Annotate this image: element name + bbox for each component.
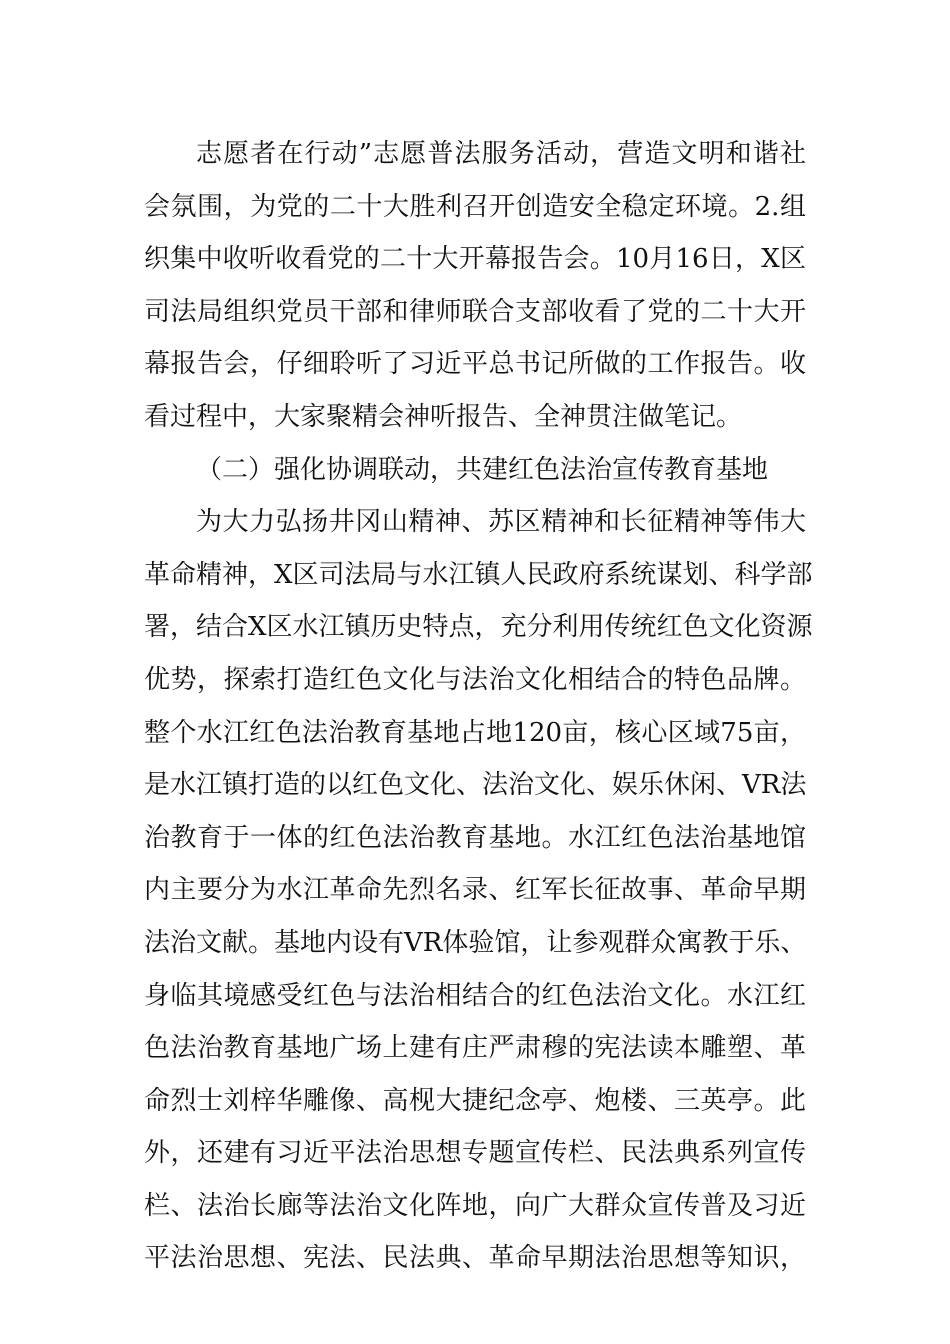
paragraph-line: 整个水江红色法治教育基地占地120亩，核心区域75亩， [144,717,806,748]
paragraph-line: 是水江镇打造的以红色文化、法治文化、娱乐休闲、VR法 [144,770,807,801]
paragraph-line: 革命精神，X区司法局与水江镇人民政府系统谋划、科学部 [144,559,813,590]
paragraph-line: 栏、法治长廊等法治文化阵地，向广大群众宣传普及习近 [144,1190,806,1221]
paragraph-line: 色法治教育基地广场上建有庄严肃穆的宪法读本雕塑、革 [144,1033,806,1064]
paragraph-line: 优势，探索打造红色文化与法治文化相结合的特色品牌。 [144,664,806,695]
document-body [144,128,813,1285]
paragraph-line: 司法局组织党员干部和律师联合支部收看了党的二十大开 [144,296,806,327]
paragraph-line: 法治文献。基地内设有VR体验馆，让参观群众寓教于乐、 [144,927,807,958]
paragraph-line: 身临其境感受红色与法治相结合的红色法治文化。水江红 [144,980,806,1011]
paragraph-line: 署，结合X区水江镇历史特点，充分利用传统红色文化资源 [144,612,813,643]
paragraph-line: 志愿者在行动”志愿普法服务活动，营造文明和谐社 [196,139,806,169]
paragraph-line: 幕报告会，仔细聆听了习近平总书记所做的工作报告。收 [144,349,806,380]
paragraph-line: 平法治思想、宪法、民法典、革命早期法治思想等知识， [144,1243,806,1274]
paragraph-line: 内主要分为水江革命先烈名录、红军长征故事、革命早期 [144,875,806,906]
paragraph-line: 会氛围，为党的二十大胜利召开创造安全稳定环境。2.组 [144,191,806,222]
paragraph-line: 为大力弘扬井冈山精神、苏区精神和长征精神等伟大 [196,507,806,538]
section-heading: （二）强化协调联动，共建红色法治宣传教育基地 [196,454,769,485]
paragraph-line: 看过程中，大家聚精会神听报告、全神贯注做笔记。 [144,401,743,432]
paragraph-line: 织集中收听收看党的二十大开幕报告会。10月16日，X区 [144,244,806,275]
paragraph-line: 治教育于一体的红色法治教育基地。水江红色法治基地馆 [144,822,806,853]
paragraph-line: 外，还建有习近平法治思想专题宣传栏、民法典系列宣传 [144,1138,806,1169]
paragraph-line: 命烈士刘梓华雕像、高枧大捷纪念亭、炮楼、三英亭。此 [144,1085,806,1116]
